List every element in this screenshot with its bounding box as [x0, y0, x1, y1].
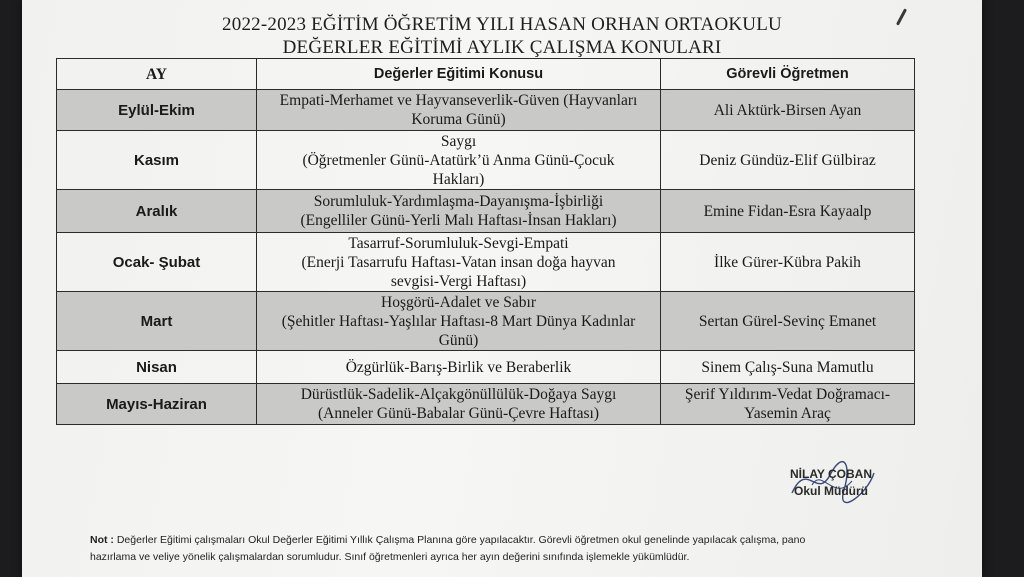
signature-block [776, 466, 886, 500]
table-row [57, 131, 915, 190]
month-cell: Mayıs-Haziran [57, 384, 257, 425]
month-cell: Aralık [57, 190, 257, 233]
column-header-month: AY [57, 59, 257, 90]
topic-line: Tasarruf-Sorumluluk-Sevgi-Empati [348, 234, 569, 252]
topic-line: Hakları) [432, 170, 485, 188]
topic-cell [257, 351, 661, 384]
footnote [90, 532, 930, 566]
topic-line: (Anneler Günü-Babalar Günü-Çevre Haftası) [317, 405, 600, 422]
teacher-cell: Emine Fidan-Esra Kayaalp [661, 190, 915, 233]
month-cell: Ocak- Şubat [57, 233, 257, 292]
teacher-cell: Sertan Gürel-Sevinç Emanet [661, 292, 915, 351]
teacher-line: Yasemin Araç [744, 405, 831, 422]
footnote-text1: Değerler Eğitimi çalışmaları Okul Değerler Eğitimi Yıllık Çalışma Planına göre yapılacaktır. Görevli öğretmen okul genelinde yapılacak çalışma, pano [113, 534, 806, 546]
topic-line: sevgisi-Vergi Haftası) [390, 272, 527, 290]
topic-cell [257, 190, 661, 233]
month-cell: Kasım [57, 131, 257, 190]
principal-name: NİLAY ÇOBAN [789, 467, 872, 481]
teacher-cell [661, 384, 915, 425]
topic-cell [257, 384, 661, 425]
topic-cell [257, 131, 661, 190]
teacher-cell: Ali Aktürk-Birsen Ayan [661, 90, 915, 131]
column-header-teacher: Görevli Öğretmen [661, 59, 915, 90]
document-page [22, 0, 982, 577]
teacher-line: Şerif Yıldırım-Vedat Doğramacı- [684, 386, 891, 403]
table-row [57, 233, 915, 292]
footnote-line1 [90, 532, 930, 549]
topic-line: (Enerji Tasarrufu Haftası-Vatan insan doğa hayvan [301, 253, 616, 271]
month-cell: Nisan [57, 351, 257, 384]
teacher-cell: Deniz Gündüz-Elif Gülbiraz [661, 131, 915, 190]
teacher-cell: İlke Gürer-Kübra Pakih [661, 233, 915, 292]
table-row [57, 351, 915, 384]
topic-cell [257, 292, 661, 351]
table-row [57, 90, 915, 131]
topic-line: Hoşgörü-Adalet ve Sabır [381, 293, 536, 311]
document-title-line2: DEĞERLER EĞİTİMİ AYLIK ÇALIŞMA KONULARI [282, 37, 722, 58]
topic-cell [257, 90, 661, 131]
topic-cell [257, 233, 661, 292]
month-cell: Mart [57, 292, 257, 351]
teacher-cell: Sinem Çalış-Suna Mamutlu [661, 351, 915, 384]
table-row [57, 190, 915, 233]
topic-line: Dürüstlük-Sadelik-Alçakgönüllülük-Doğaya Saygı [300, 386, 617, 403]
topic-line: Saygı [440, 132, 477, 150]
month-cell: Eylül-Ekim [57, 90, 257, 131]
schedule-table [56, 58, 915, 425]
table-row [57, 292, 915, 351]
principal-role: Okul Müdürü [794, 484, 868, 498]
table-header-row [57, 59, 915, 90]
topic-line: Özgürlük-Barış-Birlik ve Beraberlik [345, 358, 572, 376]
document-title-line1: 2022-2023 EĞİTİM ÖĞRETİM YILI HASAN ORHAN ORTAOKULU [222, 14, 782, 35]
topic-line: Koruma Günü) [411, 111, 506, 128]
topic-line: (Engelliler Günü-Yerli Malı Haftası-İnsan Hakları) [300, 212, 617, 229]
topic-line: Günü) [438, 331, 479, 349]
topic-line: Empati-Merhamet ve Hayvanseverlik-Güven (Hayvanları [279, 92, 638, 109]
topic-line: Sorumluluk-Yardımlaşma-Dayanışma-İşbirliği [313, 193, 604, 210]
footnote-label: Not : [90, 534, 114, 546]
topic-line: (Şehitler Haftası-Yaşlılar Haftası-8 Mart Dünya Kadınlar [281, 312, 636, 330]
footnote-text2: hazırlama ve veliye yönelik çalışmalardan sorumludur. Sınıf öğretmenleri ayrıca her ayın değerini sınıfında işlemekle yükümlüdür. [90, 551, 690, 563]
table-row [57, 384, 915, 425]
topic-line: (Öğretmenler Günü-Atatürk’ü Anma Günü-Çocuk [302, 151, 615, 169]
column-header-topic: Değerler Eğitimi Konusu [257, 59, 661, 90]
